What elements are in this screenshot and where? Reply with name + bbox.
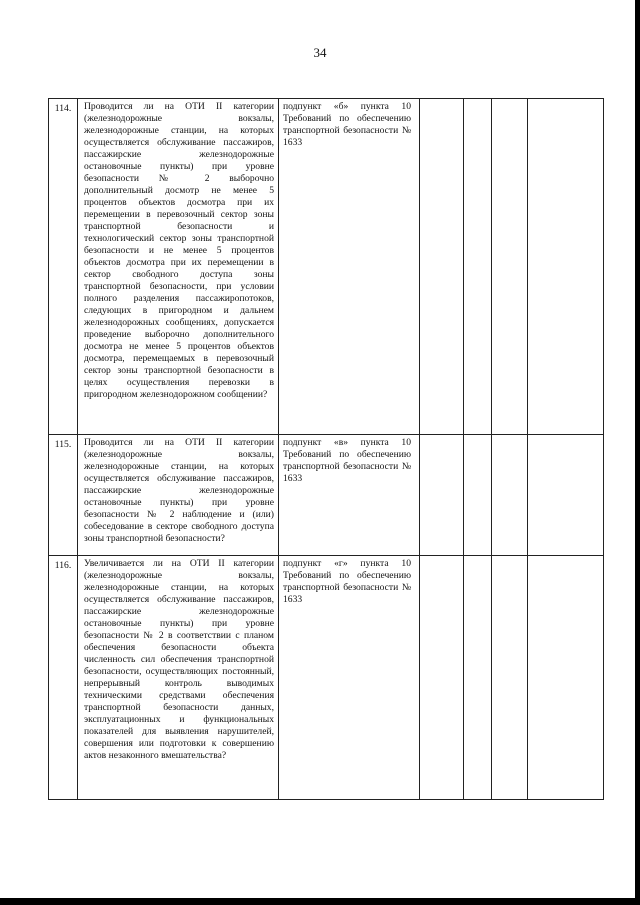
answer-cell-na bbox=[492, 556, 528, 800]
notes-cell bbox=[528, 435, 604, 556]
table-row bbox=[49, 435, 604, 556]
answer-cell-yes bbox=[420, 556, 464, 800]
scan-edge-right bbox=[635, 0, 640, 905]
table-row bbox=[49, 556, 604, 800]
scan-edge-bottom bbox=[0, 898, 640, 905]
notes-cell bbox=[528, 556, 604, 800]
reference-text: подпункт «г» пункта 10 Требований по обеспечению транспортной безопасности № 1633 bbox=[283, 558, 411, 605]
answer-cell-no bbox=[464, 435, 492, 556]
question-cell bbox=[78, 435, 279, 556]
notes-cell bbox=[528, 99, 604, 435]
reference-cell bbox=[279, 435, 420, 556]
answer-cell-yes bbox=[420, 435, 464, 556]
row-number: 116. bbox=[49, 556, 78, 800]
row-number: 114. bbox=[49, 99, 78, 435]
question-text: Проводится ли на ОТИ II категории (железнодорожные вокзалы, железнодорожные станции, на которых осуществляется обслуживание пассажиров, пассажирские железнодорожные остановочные пункты) при уровне безопасности № 2 наблюдение и (или) собеседование в секторе свободного доступа зоны транспортной безопасности? bbox=[84, 437, 274, 544]
question-text: Проводится ли на ОТИ II категории (железнодорожные вокзалы, железнодорожные станции, на которых осуществляется обслуживание пассажиров, пассажирские железнодорожные остановочные пункты) при уровне безопасности № 2 выборочно дополнительный досмотр не менее 5 процентов объектов досмотра при их перемещении в перевозочный сектор зоны транспортной безопасности и технологический сектор зоны транспортной безопасности и не менее 5 процентов объектов досмотра при их перемещении в сектор свободного доступа зоны транспортной безопасности, при условии полного разделения пассажиропотоков, следующих в пригородном и дальнем железнодорожных сообщениях, допускается проведение выборочно дополнительного досмотра не менее 5 процентов объектов досмотра, перемещаемых в перевозочный сектор зоны транспортной безопасности в целях осуществления перевозки в пригородном железнодорожном сообщении? bbox=[84, 101, 274, 400]
question-cell bbox=[78, 99, 279, 435]
question-text: Увеличивается ли на ОТИ II категории (железнодорожные вокзалы, железнодорожные станции, на которых осуществляется обслуживание пассажиров, пассажирские железнодорожные остановочные пункты) при уровне безопасности № 2 в соответствии с планом обеспечения безопасности объекта численность сил обеспечения транспортной безопасности, осуществляющих постоянный, непрерывный контроль выводимых техническими средствами обеспечения транспортной безопасности данных, эксплуатационных и функциональных показателей для выявления нарушителей, совершения или подготовки к совершению актов незаконного вмешательства? bbox=[84, 558, 274, 761]
answer-cell-no bbox=[464, 99, 492, 435]
reference-text: подпункт «в» пункта 10 Требований по обеспечению транспортной безопасности № 1633 bbox=[283, 437, 411, 484]
table-row bbox=[49, 99, 604, 435]
answer-cell-na bbox=[492, 99, 528, 435]
requirements-table bbox=[48, 98, 604, 800]
answer-cell-yes bbox=[420, 99, 464, 435]
answer-cell-no bbox=[464, 556, 492, 800]
reference-text: подпункт «б» пункта 10 Требований по обеспечению транспортной безопасности № 1633 bbox=[283, 101, 411, 148]
page-number: 34 bbox=[313, 45, 327, 60]
question-cell bbox=[78, 556, 279, 800]
reference-cell bbox=[279, 556, 420, 800]
answer-cell-na bbox=[492, 435, 528, 556]
row-number: 115. bbox=[49, 435, 78, 556]
reference-cell bbox=[279, 99, 420, 435]
